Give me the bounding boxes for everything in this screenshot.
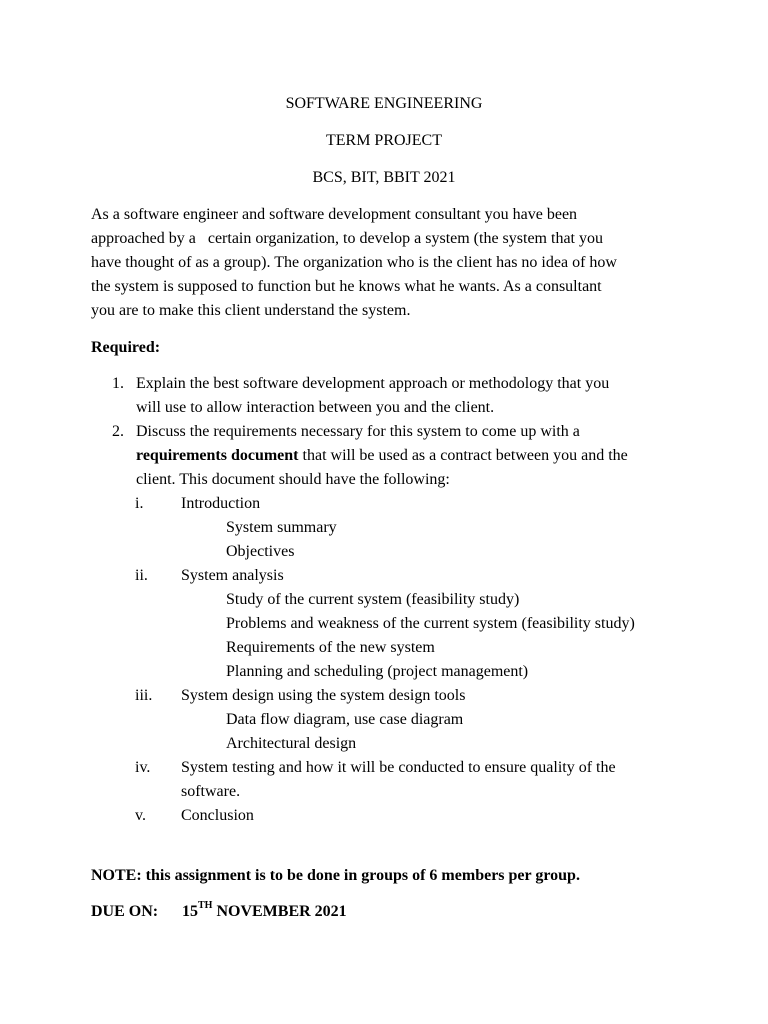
section-title: System testing and how it will be conducted to ensure quality of the: [181, 759, 616, 776]
section-item: Objectives: [226, 543, 295, 560]
task-text: client. This document should have the following:: [136, 471, 450, 488]
task-number: 2.: [112, 423, 124, 440]
section-number: v.: [135, 807, 146, 824]
section-title: System design using the system design tools: [181, 687, 466, 704]
intro-line: As a software engineer and software development consultant you have been: [91, 206, 578, 223]
course-line: BCS, BIT, BBIT 2021: [312, 169, 456, 186]
section-number: ii.: [135, 567, 148, 584]
document-subtitle: TERM PROJECT: [325, 132, 442, 149]
section-item: Data flow diagram, use case diagram: [226, 711, 464, 728]
task-text: that will be used as a contract between you and the: [298, 447, 628, 464]
due-label: DUE ON:: [91, 903, 159, 920]
section-item: Requirements of the new system: [226, 639, 435, 656]
intro-line: have thought of as a group). The organization who is the client has no idea of how: [91, 254, 617, 271]
intro-line: approached by a certain organization, to develop a system (the system that you: [91, 230, 603, 247]
section-item: System summary: [226, 519, 337, 536]
task-number: 1.: [112, 375, 124, 392]
group-note: NOTE: this assignment is to be done in groups of 6 members per group.: [91, 867, 580, 884]
section-title: Conclusion: [181, 807, 254, 824]
document-title: SOFTWARE ENGINEERING: [285, 95, 483, 112]
due-day: 15: [182, 903, 198, 920]
intro-paragraph: [91, 203, 691, 323]
section-title: Introduction: [181, 495, 261, 512]
due-date: [182, 900, 347, 924]
section-number: iv.: [135, 759, 151, 776]
due-month-year: NOVEMBER 2021: [212, 903, 347, 920]
section-item: Architectural design: [226, 735, 357, 752]
section-title: System analysis: [181, 567, 284, 584]
task-text: Discuss the requirements necessary for this system to come up with a: [136, 423, 580, 440]
section-number: iii.: [135, 687, 153, 704]
intro-line: you are to make this client understand the system.: [91, 302, 411, 319]
section-title: software.: [181, 783, 241, 800]
section-item: Problems and weakness of the current system (feasibility study): [226, 615, 635, 632]
task-text: Explain the best software development approach or methodology that you: [136, 375, 610, 392]
intro-line: the system is supposed to function but he knows what he wants. As a consultant: [91, 278, 602, 295]
section-number: i.: [135, 495, 144, 512]
section-item: Study of the current system (feasibility study): [226, 591, 520, 608]
requirements-document-term: requirements document: [136, 447, 299, 464]
section-item: Planning and scheduling (project management): [226, 663, 529, 680]
task-text: will use to allow interaction between you and the client.: [136, 399, 495, 416]
due-day-suffix: TH: [198, 899, 213, 911]
task-text-line: [136, 444, 628, 468]
required-heading: Required:: [91, 339, 161, 356]
